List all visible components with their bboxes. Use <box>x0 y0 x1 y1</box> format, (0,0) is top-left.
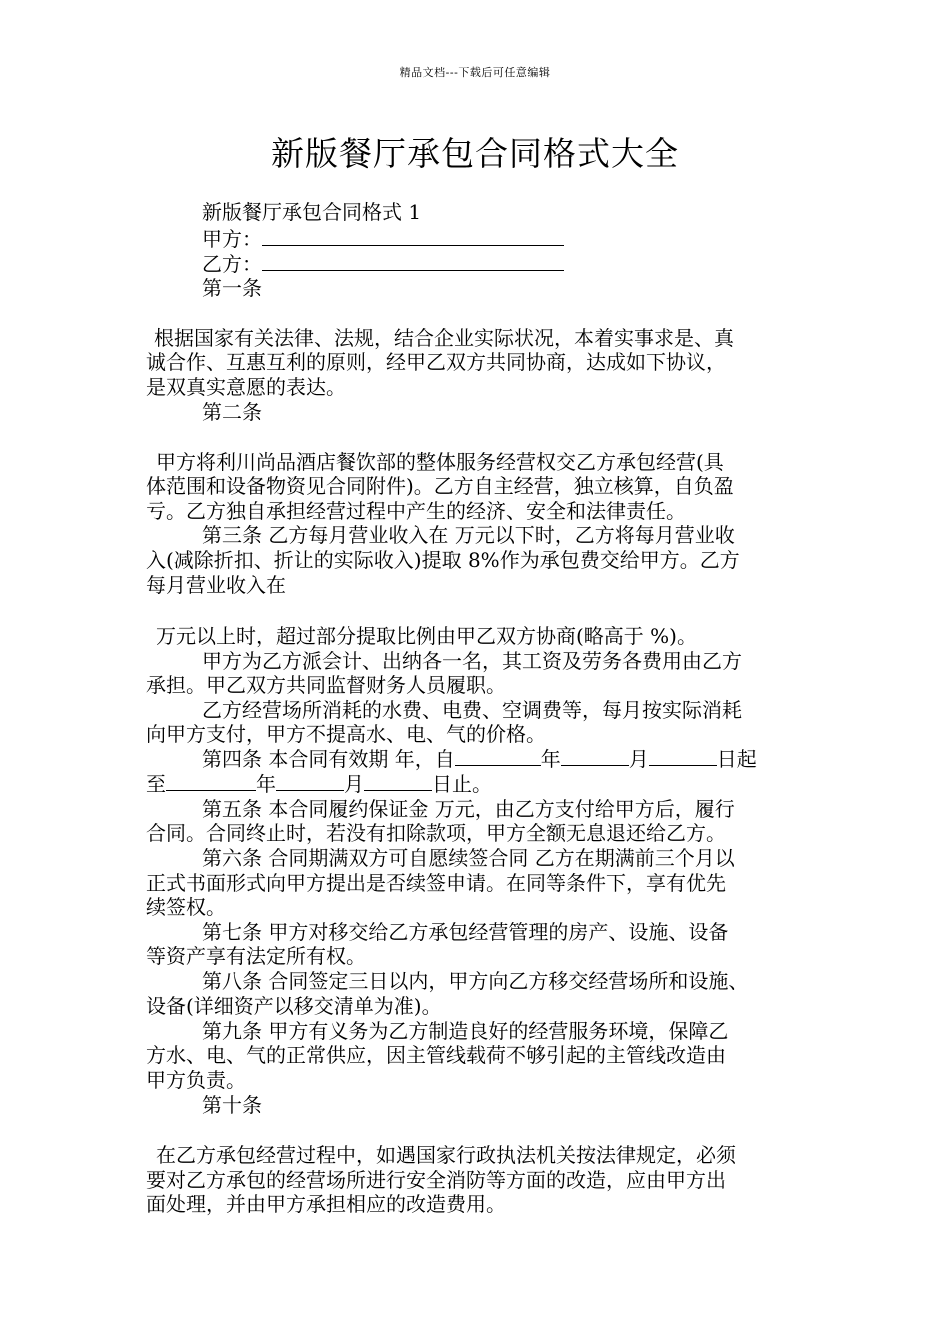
article-6-text-1: 第六条 合同期满双方可自愿续签合同 乙方在期满前三个月以 <box>202 846 735 870</box>
end-month-label: 月 <box>344 772 364 796</box>
party-b-blank <box>262 252 564 271</box>
article-9-text-1: 第九条 甲方有义务为乙方制造良好的经营服务环境，保障乙 <box>202 1019 729 1043</box>
end-month-blank <box>276 772 344 791</box>
end-day-label: 日止。 <box>432 772 492 796</box>
end-year-blank <box>166 772 256 791</box>
article-4-term-label: 第四条 本合同有效期 年，自 <box>202 747 455 771</box>
start-day-label: 日起 <box>716 747 757 771</box>
document-title: 新版餐厅承包合同格式大全 <box>271 134 679 173</box>
article-6-text-3: 续签权。 <box>146 895 226 919</box>
article-3-text-1: 第三条 乙方每月营业收入在 万元以下时，乙方将每月营业收 <box>202 523 735 547</box>
article-10-heading: 第十条 <box>202 1093 262 1117</box>
article-2-text-2: 体范围和设备物资见合同附件)。乙方自主经营，独立核算，自负盈 <box>146 474 734 498</box>
party-a-label: 甲方： <box>202 227 262 251</box>
article-3-text-7: 乙方经营场所消耗的水费、电费、空调费等，每月按实际消耗 <box>202 698 742 722</box>
article-5-text-1: 第五条 本合同履约保证金 万元，由乙方支付给甲方后，履行 <box>202 797 735 821</box>
article-2-text-3: 亏。乙方独自承担经营过程中产生的经济、安全和法律责任。 <box>146 499 686 523</box>
start-day-blank <box>649 747 717 766</box>
article-7-text-2: 等资产享有法定所有权。 <box>146 944 366 968</box>
article-10-text-3: 面处理，并由甲方承担相应的改造费用。 <box>146 1192 506 1216</box>
start-month-label: 月 <box>628 747 649 771</box>
start-month-blank <box>561 747 629 766</box>
article-8-text-1: 第八条 合同签定三日以内，甲方向乙方移交经营场所和设施、 <box>202 969 749 993</box>
party-a-line <box>202 227 564 252</box>
party-a-blank <box>262 227 564 246</box>
page-header: 精品文档---下载后可任意编辑 <box>399 66 551 79</box>
article-2-text-1: 甲方将利川尚品酒店餐饮部的整体服务经营权交乙方承包经营(具 <box>156 450 724 474</box>
article-3-text-5: 甲方为乙方派会计、出纳各一名，其工资及劳务各费用由乙方 <box>202 649 742 673</box>
end-prefix: 至 <box>146 772 166 796</box>
article-2-heading: 第二条 <box>202 400 262 424</box>
end-day-blank <box>364 772 432 791</box>
article-4-text-2 <box>146 772 492 797</box>
end-year-label: 年 <box>256 772 276 796</box>
article-3-text-3: 每月营业收入在 <box>146 573 286 597</box>
article-5-text-2: 合同。合同终止时，若没有扣除款项，甲方全额无息退还给乙方。 <box>146 821 726 845</box>
article-9-text-3: 甲方负责。 <box>146 1068 246 1092</box>
article-4-text-1 <box>202 747 757 772</box>
article-3-text-2: 入(减除折扣、折让的实际收入)提取 8%作为承包费交给甲方。乙方 <box>146 548 740 572</box>
article-1-text-2: 诚合作、互惠互利的原则，经甲乙双方共同协商，达成如下协议， <box>146 350 726 374</box>
article-3-text-6: 承担。甲乙双方共同监督财务人员履职。 <box>146 673 506 697</box>
article-8-text-2: 设备(详细资产以移交清单为准)。 <box>146 994 442 1018</box>
party-b-line <box>202 252 564 277</box>
party-b-label: 乙方： <box>202 252 262 276</box>
subtitle: 新版餐厅承包合同格式 1 <box>202 200 422 224</box>
article-10-text-2: 要对乙方承包的经营场所进行安全消防等方面的改造，应由甲方出 <box>146 1168 726 1192</box>
article-6-text-2: 正式书面形式向甲方提出是否续签申请。在同等条件下，享有优先 <box>146 871 726 895</box>
start-year-blank <box>455 747 541 766</box>
article-7-text-1: 第七条 甲方对移交给乙方承包经营管理的房产、设施、设备 <box>202 920 729 944</box>
article-3-text-4: 万元以上时，超过部分提取比例由甲乙双方协商(略高于 %)。 <box>156 624 697 648</box>
article-1-heading: 第一条 <box>202 276 262 300</box>
article-1-text-1: 根据国家有关法律、法规，结合企业实际状况，本着实事求是、真 <box>154 326 734 350</box>
start-year-label: 年 <box>540 747 561 771</box>
article-1-text-3: 是双真实意愿的表达。 <box>146 375 346 399</box>
article-3-text-8: 向甲方支付，甲方不提高水、电、气的价格。 <box>146 722 546 746</box>
article-9-text-2: 方水、电、气的正常供应，因主管线载荷不够引起的主管线改造由 <box>146 1043 726 1067</box>
article-10-text-1: 在乙方承包经营过程中，如遇国家行政执法机关按法律规定，必须 <box>156 1143 736 1167</box>
